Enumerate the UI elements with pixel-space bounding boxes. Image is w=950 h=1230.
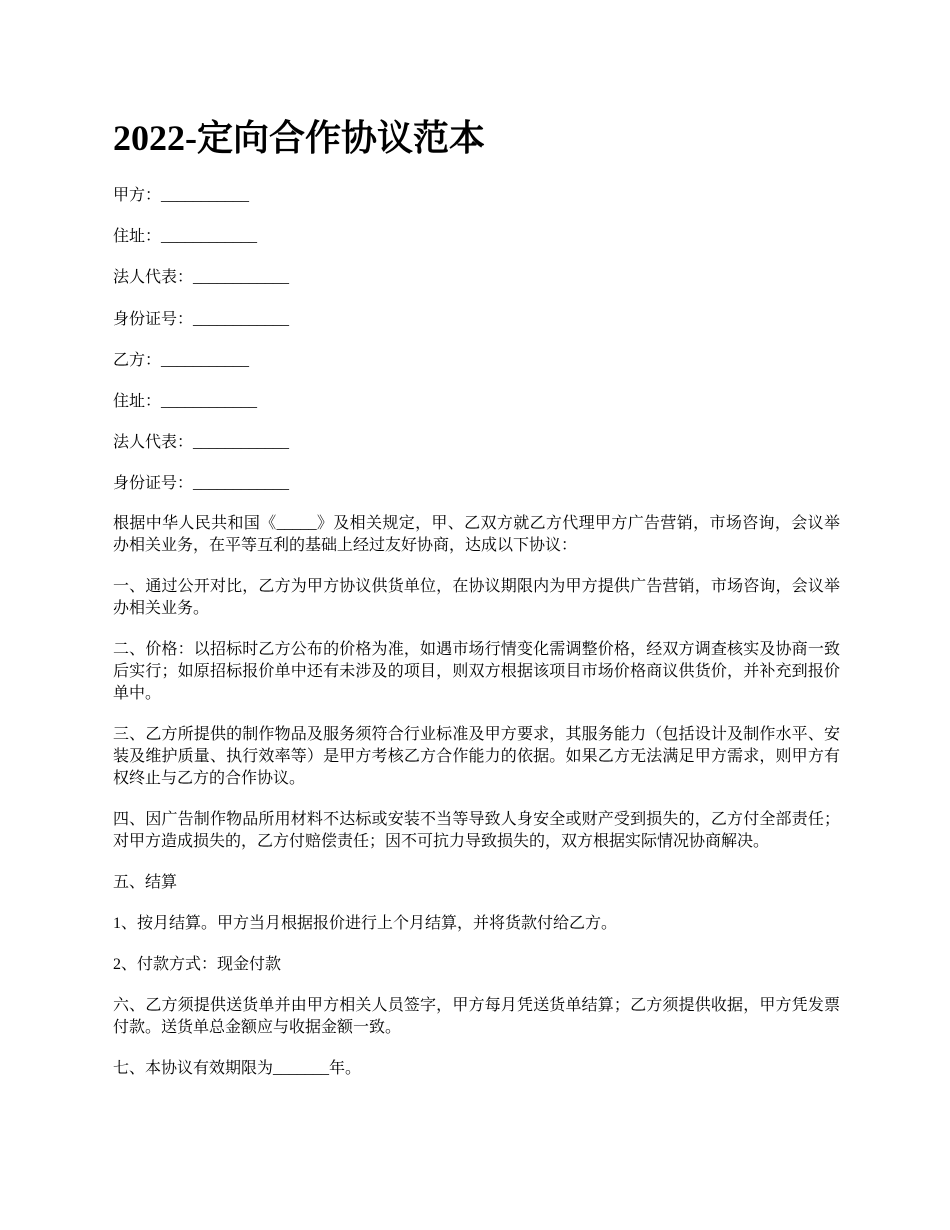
- clause-7-paragraph: 七、本协议有效期限为_______年。: [113, 1060, 362, 1077]
- party-b-id-number: 身份证号：____________: [113, 475, 290, 492]
- clause-5-heading: 五、结算: [113, 874, 178, 891]
- clause-1-paragraph: 一、通过公开对比，乙方为甲方协议供货单位，在协议期限内为甲方提供广告营销，市场咨询，会议举办相关业务。: [113, 578, 840, 617]
- clause-5-item-2: 2、付款方式：现金付款: [113, 956, 282, 973]
- party-b-name: 乙方：___________: [113, 352, 250, 369]
- party-a-address: 住址：____________: [113, 228, 258, 245]
- clause-5-item-1: 1、按月结算。甲方当月根据报价进行上个月结算，并将货款付给乙方。: [113, 915, 618, 932]
- document-title: 2022-定向合作协议范本: [113, 118, 485, 158]
- clause-3-paragraph: 三、乙方所提供的制作物品及服务须符合行业标准及甲方要求，其服务能力（包括设计及制作水平、安装及维护质量、执行效率等）是甲方考核乙方合作能力的依据。如果乙方无法满足甲方需求，则甲方有权终止与乙方的合作协议。: [113, 726, 840, 787]
- clause-2-paragraph: 二、价格：以招标时乙方公布的价格为准，如遇市场行情变化需调整价格，经双方调查核实及协商一致后实行；如原招标报价单中还有未涉及的项目，则双方根据该项目市场价格商议供货价，并补充到报价单中。: [113, 641, 840, 702]
- preamble-paragraph: 根据中华人民共和国《_____》及相关规定，甲、乙双方就乙方代理甲方广告营销，市场咨询，会议举办相关业务，在平等互利的基础上经过友好协商，达成以下协议：: [113, 515, 840, 554]
- agreement-body: [113, 513, 840, 1099]
- party-a-legal-rep: 法人代表：____________: [113, 269, 290, 286]
- party-a-id-number: 身份证号：____________: [113, 311, 290, 328]
- party-b-address: 住址：____________: [113, 393, 258, 410]
- party-b-legal-rep: 法人代表：____________: [113, 434, 290, 451]
- party-a-name: 甲方：___________: [113, 187, 250, 204]
- clause-6-paragraph: 六、乙方须提供送货单并由甲方相关人员签字，甲方每月凭送货单结算；乙方须提供收据，甲方凭发票付款。送货单总金额应与收据金额一致。: [113, 997, 840, 1036]
- clause-4-paragraph: 四、因广告制作物品所用材料不达标或安装不当等导致人身安全或财产受到损失的，乙方付全部责任；对甲方造成损失的，乙方付赔偿责任；因不可抗力导致损失的，双方根据实际情况协商解决。: [113, 811, 840, 850]
